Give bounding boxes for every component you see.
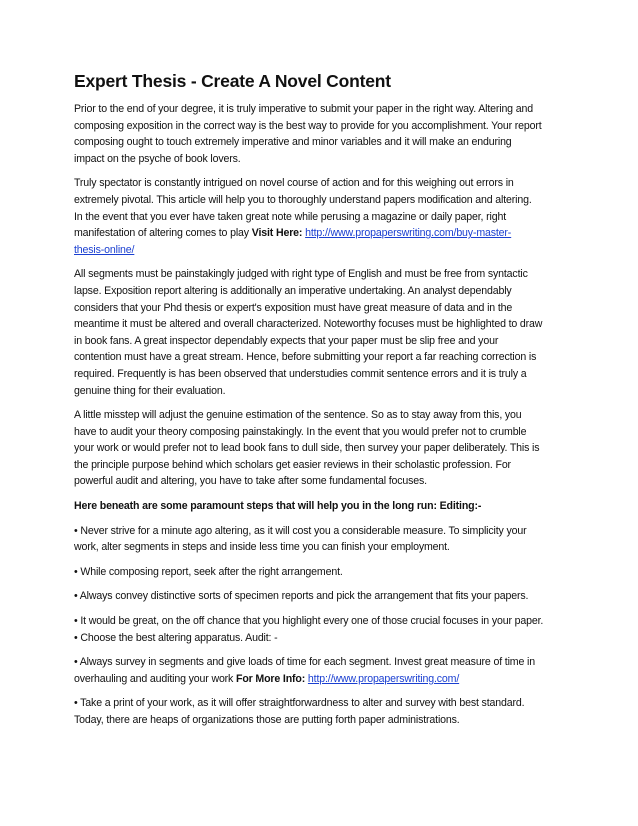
text-line: impact on the psyche of book lovers. xyxy=(74,152,241,165)
bullet-item xyxy=(74,613,574,646)
text-line xyxy=(74,225,574,242)
text-line xyxy=(74,671,574,688)
text-line: contention must have a great stream. Hence, before submitting your report a far reaching correction is xyxy=(74,351,537,364)
text-line: Truly spectator is constantly intrigued on novel course of action and for this weighing out errors in xyxy=(74,177,514,190)
propaperswriting-link[interactable]: http://www.propaperswriting.com/ xyxy=(307,672,460,685)
text-line: • It would be great, on the off chance that you highlight every one of those crucial focuses in your paper. xyxy=(74,615,544,628)
text-line: genuine thing for their evaluation. xyxy=(74,384,226,397)
visit-here-label: Visit Here: xyxy=(251,227,303,240)
text-line: lapse. Exposition report altering is additionally an imperative undertaking. An analyst dependably xyxy=(74,284,512,297)
text-segment: manifestation of altering comes to play xyxy=(74,227,252,240)
document-page xyxy=(74,70,574,737)
text-line: Today, there are heaps of organizations those are putting forth paper administrations. xyxy=(74,714,460,726)
steps-heading: Here beneath are some paramount steps that will help you in the long run: Editing:- xyxy=(74,500,482,513)
text-line: • Always survey in segments and give loads of time for each segment. Invest great measure of time in xyxy=(74,656,535,669)
bullet-item xyxy=(74,523,574,556)
document-title: Expert Thesis - Create A Novel Content xyxy=(74,71,391,91)
text-line: In the event that you ever have taken great note while perusing a magazine or daily paper, right xyxy=(74,210,506,223)
text-line: • Always convey distinctive sorts of specimen reports and pick the arrangement that fits your papers. xyxy=(74,590,529,603)
text-line: have to audit your theory composing painstakingly. In the event that you would prefer not to crumble xyxy=(74,425,527,438)
text-line: powerful audit and altering, you have to take after some fundamental focuses. xyxy=(74,475,427,488)
bullet-item xyxy=(74,654,574,687)
text-line: • Take a print of your work, as it will offer straightforwardness to alter and survey with best standard. xyxy=(74,697,525,710)
text-line: • While composing report, seek after the right arrangement. xyxy=(74,565,343,578)
bullet-item xyxy=(74,588,574,605)
text-line: considers that your Phd thesis or expert's exposition must have great measure of data and in the xyxy=(74,301,513,314)
text-line: Prior to the end of your degree, it is truly imperative to submit your paper in the right way. Altering and xyxy=(74,103,533,115)
text-line: • Choose the best altering apparatus. Audit: - xyxy=(74,631,278,644)
text-line: your work or would prefer not to lead book fans to dull side, then survey your paper deliberately. This is xyxy=(74,442,540,455)
paragraph-intro xyxy=(74,101,574,167)
text-line: All segments must be painstakingly judged with right type of English and must be free from syntactic xyxy=(74,268,528,281)
bullet-item xyxy=(74,564,574,581)
buy-master-thesis-link[interactable]: http://www.propaperswriting.com/buy-master- xyxy=(305,227,512,240)
buy-master-thesis-link-continued[interactable]: thesis-online/ xyxy=(74,243,135,256)
text-line: the principle purpose behind which scholars get easier reviews in their scholastic profession. For xyxy=(74,458,511,471)
text-segment: overhauling and auditing your work xyxy=(74,672,237,685)
text-line: composing ought to touch extremely imperative and minor variables and it will make an enduring xyxy=(74,136,512,149)
paragraph-spectator xyxy=(74,175,574,258)
text-line: composing exposition in the correct way is the best way to provide for you accomplishment. Your report xyxy=(74,119,542,132)
text-line: A little misstep will adjust the genuine estimation of the sentence. So as to stay away from this, you xyxy=(74,409,522,422)
text-line: extremely pivotal. This article will help you to thoroughly understand papers modification and altering. xyxy=(74,193,532,206)
bullet-item xyxy=(74,695,574,728)
paragraph-steps-heading xyxy=(74,498,574,515)
text-line: meantime it must be altered and overall characterized. Noteworthy focuses must be highlighted to draw xyxy=(74,318,543,331)
paragraph-misstep xyxy=(74,407,574,490)
more-info-label: For More Info: xyxy=(236,672,306,685)
text-line: work, alter segments in steps and inside less time you can finish your employment. xyxy=(74,541,450,554)
text-line: required. Frequently is has been observed that understudies commit sentence errors and it is truly a xyxy=(74,367,527,380)
text-line xyxy=(74,242,574,259)
text-line: • Never strive for a minute ago altering, as it will cost you a considerable measure. To simplicity your xyxy=(74,524,527,537)
paragraph-segments xyxy=(74,266,574,399)
text-line: in book fans. A great inspector dependably expects that your paper must be slip free and your xyxy=(74,334,499,347)
